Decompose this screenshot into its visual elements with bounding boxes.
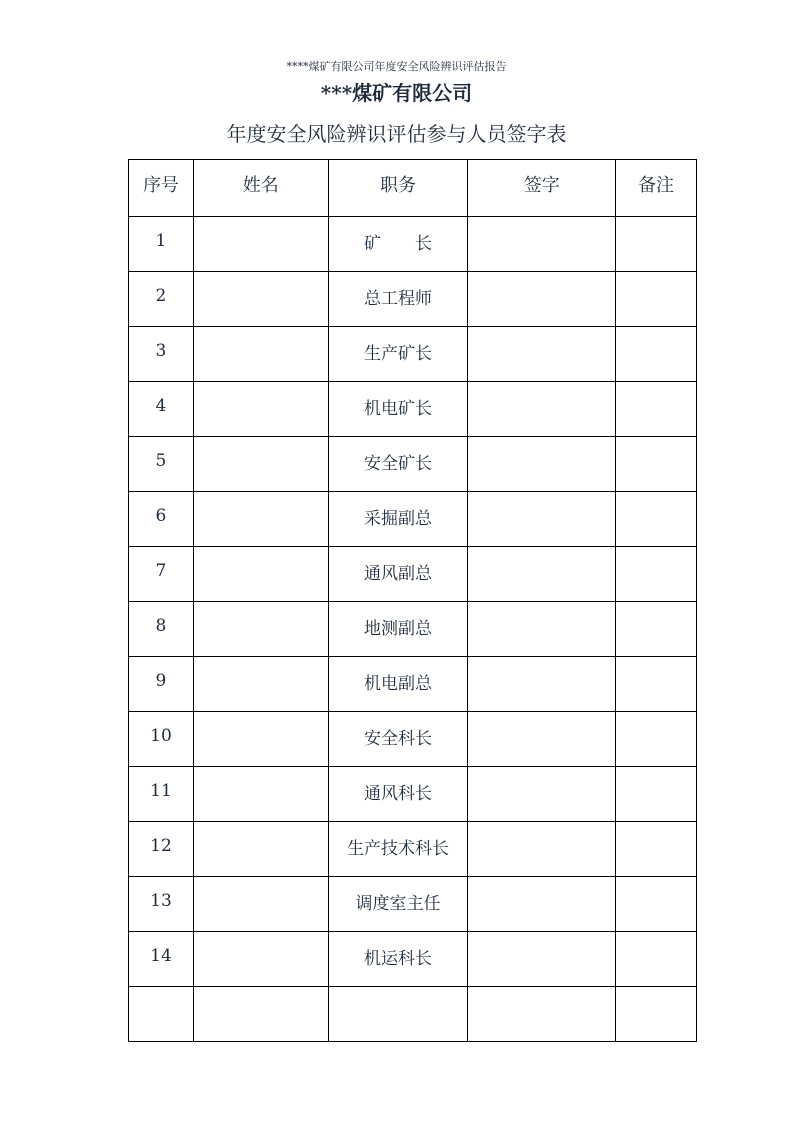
position-cell: 安全矿长 <box>328 437 468 492</box>
row-number: 6 <box>129 492 194 547</box>
position-cell: 生产矿长 <box>328 327 468 382</box>
table-row <box>129 382 697 437</box>
name-cell[interactable] <box>193 602 328 657</box>
col-header-name: 姓名 <box>193 160 328 217</box>
position-cell: 矿 长 <box>328 217 468 272</box>
table-row <box>129 272 697 327</box>
position-cell: 机电矿长 <box>328 382 468 437</box>
signature-cell[interactable] <box>468 932 616 987</box>
signature-cell[interactable] <box>468 272 616 327</box>
row-number: 5 <box>129 437 194 492</box>
position-cell: 总工程师 <box>328 272 468 327</box>
row-number: 12 <box>129 822 194 877</box>
row-number: 9 <box>129 657 194 712</box>
position-cell: 生产技术科长 <box>328 822 468 877</box>
table-row <box>129 327 697 382</box>
remarks-cell[interactable] <box>616 712 697 767</box>
signature-table <box>128 159 697 1042</box>
table-row <box>129 712 697 767</box>
position-cell: 通风科长 <box>328 767 468 822</box>
signature-cell[interactable] <box>468 382 616 437</box>
signature-cell[interactable] <box>468 492 616 547</box>
table-row <box>129 932 697 987</box>
remarks-cell[interactable] <box>616 877 697 932</box>
signature-cell[interactable] <box>468 327 616 382</box>
signature-cell[interactable] <box>468 437 616 492</box>
row-number: 13 <box>129 877 194 932</box>
row-number <box>129 987 194 1042</box>
table-row <box>129 767 697 822</box>
name-cell[interactable] <box>193 492 328 547</box>
signature-cell[interactable] <box>468 217 616 272</box>
col-header-remarks: 备注 <box>616 160 697 217</box>
remarks-cell[interactable] <box>616 492 697 547</box>
table-row <box>129 987 697 1042</box>
remarks-cell[interactable] <box>616 437 697 492</box>
table-row <box>129 877 697 932</box>
name-cell[interactable] <box>193 932 328 987</box>
table-row <box>129 657 697 712</box>
remarks-cell[interactable] <box>616 217 697 272</box>
signature-cell[interactable] <box>468 547 616 602</box>
remarks-cell[interactable] <box>616 822 697 877</box>
row-number: 10 <box>129 712 194 767</box>
remarks-cell[interactable] <box>616 602 697 657</box>
table-row <box>129 602 697 657</box>
position-cell: 安全科长 <box>328 712 468 767</box>
table-row <box>129 547 697 602</box>
position-cell: 机电副总 <box>328 657 468 712</box>
name-cell[interactable] <box>193 327 328 382</box>
name-cell[interactable] <box>193 437 328 492</box>
row-number: 11 <box>129 767 194 822</box>
table-row <box>129 492 697 547</box>
remarks-cell[interactable] <box>616 657 697 712</box>
row-number: 3 <box>129 327 194 382</box>
position-cell: 机运科长 <box>328 932 468 987</box>
signature-cell[interactable] <box>468 822 616 877</box>
company-name: ***煤矿有限公司 <box>320 81 473 105</box>
row-number: 14 <box>129 932 194 987</box>
remarks-cell[interactable] <box>616 547 697 602</box>
table-header-row <box>129 160 697 217</box>
position-cell <box>328 987 468 1042</box>
col-header-position: 职务 <box>328 160 468 217</box>
signature-cell[interactable] <box>468 877 616 932</box>
position-cell: 调度室主任 <box>328 877 468 932</box>
name-cell[interactable] <box>193 987 328 1042</box>
position-cell: 通风副总 <box>328 547 468 602</box>
name-cell[interactable] <box>193 822 328 877</box>
document-title: 年度安全风险辨识评估参与人员签字表 <box>226 122 567 146</box>
name-cell[interactable] <box>193 767 328 822</box>
signature-cell[interactable] <box>468 987 616 1042</box>
name-cell[interactable] <box>193 712 328 767</box>
remarks-cell[interactable] <box>616 272 697 327</box>
signature-cell[interactable] <box>468 602 616 657</box>
table-row <box>129 822 697 877</box>
name-cell[interactable] <box>193 657 328 712</box>
table-row <box>129 217 697 272</box>
table-row <box>129 437 697 492</box>
remarks-cell[interactable] <box>616 382 697 437</box>
remarks-cell[interactable] <box>616 327 697 382</box>
name-cell[interactable] <box>193 547 328 602</box>
row-number: 4 <box>129 382 194 437</box>
name-cell[interactable] <box>193 217 328 272</box>
position-cell: 地测副总 <box>328 602 468 657</box>
remarks-cell[interactable] <box>616 932 697 987</box>
name-cell[interactable] <box>193 877 328 932</box>
row-number: 2 <box>129 272 194 327</box>
row-number: 1 <box>129 217 194 272</box>
col-header-no: 序号 <box>129 160 194 217</box>
remarks-cell[interactable] <box>616 987 697 1042</box>
signature-cell[interactable] <box>468 767 616 822</box>
position-cell: 采掘副总 <box>328 492 468 547</box>
signature-cell[interactable] <box>468 657 616 712</box>
row-number: 7 <box>129 547 194 602</box>
row-number: 8 <box>129 602 194 657</box>
running-header: ****煤矿有限公司年度安全风险辨识评估报告 <box>286 60 507 73</box>
name-cell[interactable] <box>193 382 328 437</box>
name-cell[interactable] <box>193 272 328 327</box>
remarks-cell[interactable] <box>616 767 697 822</box>
col-header-signature: 签字 <box>468 160 616 217</box>
signature-cell[interactable] <box>468 712 616 767</box>
